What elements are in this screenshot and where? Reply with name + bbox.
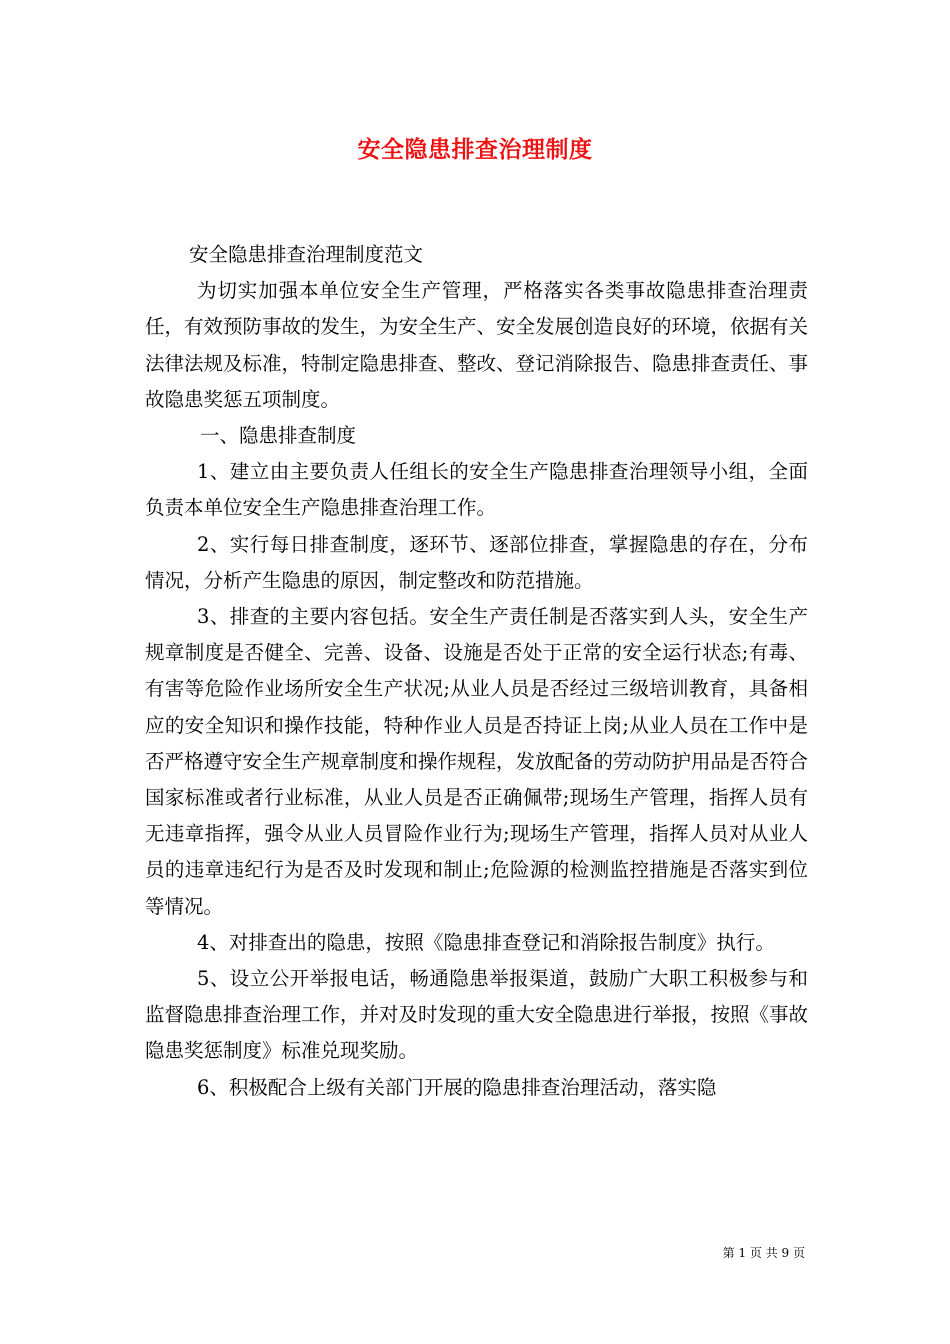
document-subtitle: 安全隐患排查治理制度范文 <box>189 243 424 266</box>
intro-paragraph: 为切实加强本单位安全生产管理，严格落实各类事故隐患排查治理责任，有效预防事故的发生，为安全生产、安全发展创造良好的环境，依据有关法律法规及标准，特制定隐患排查、整改、登记消除报告、隐患排查责任、事故隐患奖惩五项制度。 <box>145 279 809 411</box>
list-item: 1、建立由主要负责人任组长的安全生产隐患排查治理领导小组，全面负责本单位安全生产隐患排查治理工作。 <box>145 460 808 520</box>
list-item: 5、设立公开举报电话，畅通隐患举报渠道，鼓励广大职工积极参与和监督隐患排查治理工作，并对及时发现的重大安全隐患进行举报，按照《事故隐患奖惩制度》标准兑现奖励。 <box>145 967 809 1063</box>
document-body <box>145 237 808 1106</box>
list-item: 6、积极配合上级有关部门开展的隐患排查治理活动，落实隐 <box>197 1075 717 1099</box>
list-item: 2、实行每日排查制度，逐环节、逐部位排查，掌握隐患的存在，分布情况，分析产生隐患的原因，制定整改和防范措施。 <box>145 532 808 592</box>
list-item: 3、排查的主要内容包括。安全生产责任制是否落实到人头，安全生产规章制度是否健全、完善、设备、设施是否处于正常的安全运行状态;有毒、有害等危险作业场所安全生产状况;从业人员是否经过三级培训教育，具备相应的安全知识和操作技能，特种作业人员是否持证上岗;从业人员在工作中是否严格遵守安全生产规章制度和操作规程，发放配备的劳动防护用品是否符合国家标准或者行业标准，从业人员是否正确佩带;现场生产管理，指挥人员有无违章指挥，强令从业人员冒险作业行为;现场生产管理，指挥人员对从业人员的违章违纪行为是否及时发现和制止;危险源的检测监控措施是否落实到位等情况。 <box>145 605 809 918</box>
page-footer: 第 1 页 共 9 页 <box>722 1246 805 1260</box>
section-heading: 一、隐患排查制度 <box>200 424 357 448</box>
list-item: 4、对排查出的隐患，按照《隐患排查登记和消除报告制度》执行。 <box>197 930 775 954</box>
document-title: 安全隐患排查治理制度 <box>357 136 593 163</box>
